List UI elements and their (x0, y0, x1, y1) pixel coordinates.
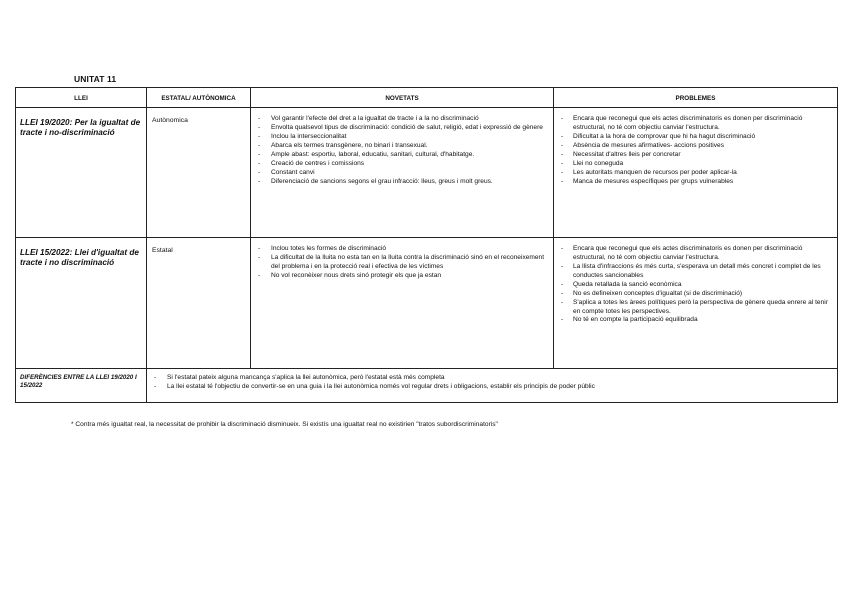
differences-cell (147, 368, 838, 402)
header-problemes: PROBLEMES (554, 88, 838, 108)
list-item: - Dificultat a la hora de comprovar que hi ha hagut discriminació (558, 133, 833, 142)
law-name: LLEI 19/2020: Per la igualtat de tracte i no-discriminació (16, 107, 147, 237)
list-item: - Llei no coneguda (558, 160, 833, 169)
problemes-cell (554, 237, 838, 368)
list-item: - Creació de centres i comissions (255, 160, 549, 169)
list-item: - Encara que reconegui que els actes discriminatoris es donen per discriminació estructural, no té com objectiu canviar l'estructura. (558, 245, 833, 263)
footnote: * Contra més igualtat real, la necessitat de prohibir la discriminació disminueix. Si existís una igualtat real no existirien "tratos subordiscriminatoris" (71, 421, 498, 428)
list-item: - Manca de mesures específiques per grups vulnerables (558, 178, 833, 187)
laws-comparison-table (15, 87, 838, 403)
list-item: - Abarca els termes transgènere, no binari i transexual. (255, 142, 549, 151)
list-item: - Inclou la interseccionalitat (255, 133, 549, 142)
novetats-list (255, 115, 549, 187)
list-item: - Necessitat d'altres lleis per concretar (558, 151, 833, 160)
list-item: - Inclou totes les formes de discriminació (255, 245, 549, 254)
list-item: - No té en compte la participació equilibrada (558, 316, 833, 325)
problemes-list (558, 245, 833, 326)
header-llei: LLEI (16, 88, 147, 108)
list-item: - Queda retallada la sanció econòmica (558, 281, 833, 290)
list-item: - No vol reconèixer nous drets sinó protegir els que ja estan (255, 272, 549, 281)
law-name: LLEI 15/2022: Llei d'igualtat de tracte i no discriminació (16, 237, 147, 368)
novetats-list (255, 245, 549, 281)
table-row (16, 237, 838, 368)
differences-label: DIFERÈNCIES ENTRE LA LLEI 19/2020 I 15/2022 (16, 368, 147, 402)
header-novetats: NOVETATS (251, 88, 554, 108)
differences-list (151, 374, 833, 392)
list-item: - La llei estatal té l'objectiu de convertir-se en una guia i la llei autonòmica només vol regular drets i obligacions, establir els principis de poder públic (151, 383, 833, 392)
list-item: - Vol garantir l'efecte del dret a la igualtat de tracte i a la no discriminació (255, 115, 549, 124)
list-item: - Si l'estatal pateix alguna mancança s'aplica la llei autonòmica, però l'estatal està més completa (151, 374, 833, 383)
problemes-list (558, 115, 833, 187)
list-item: - Les autoritats manquen de recursos per poder aplicar-la (558, 169, 833, 178)
law-type: Estatal (147, 237, 251, 368)
list-item: - No es defineixen conceptes d'igualtat (si de discriminació) (558, 290, 833, 299)
list-item: - Envolta qualsevol tipus de discriminació: condició de salut, religió, edat i expressió de gènere (255, 124, 549, 133)
list-item: - La dificultat de la lluita no esta tan en la lluita contra la discriminació sinó en el reconeixement del problema i en la protecció real i efectiva de les víctimes (255, 254, 549, 272)
problemes-cell (554, 107, 838, 237)
novetats-cell (251, 237, 554, 368)
list-item: - Constant canvi (255, 169, 549, 178)
list-item: - Absència de mesures afirmatives- accions positives (558, 142, 833, 151)
list-item: - Ample abast: esportiu, laboral, educatiu, sanitari, cultural, d'habitatge. (255, 151, 549, 160)
list-item: - S'aplica a totes les àrees polítiques però la perspectiva de gènere queda enrere al tenir en compte totes les perspectives. (558, 299, 833, 317)
unit-title: UNITAT 11 (74, 74, 117, 84)
novetats-cell (251, 107, 554, 237)
law-type: Autònomica (147, 107, 251, 237)
list-item: - Diferenciació de sancions segons el grau infracció: lleus, greus i molt greus. (255, 178, 549, 187)
list-item: - Encara que reconegui que els actes discriminatoris es donen per discriminació estructural, no té com objectiu canviar l'estructura. (558, 115, 833, 133)
list-item: - La llista d'infraccions és més curta, s'esperava un detall més concret i complet de les conductes sancionables (558, 263, 833, 281)
table-header-row (16, 88, 838, 108)
header-estatal: ESTATAL/ AUTÒNOMICA (147, 88, 251, 108)
differences-row (16, 368, 838, 402)
table-row (16, 107, 838, 237)
